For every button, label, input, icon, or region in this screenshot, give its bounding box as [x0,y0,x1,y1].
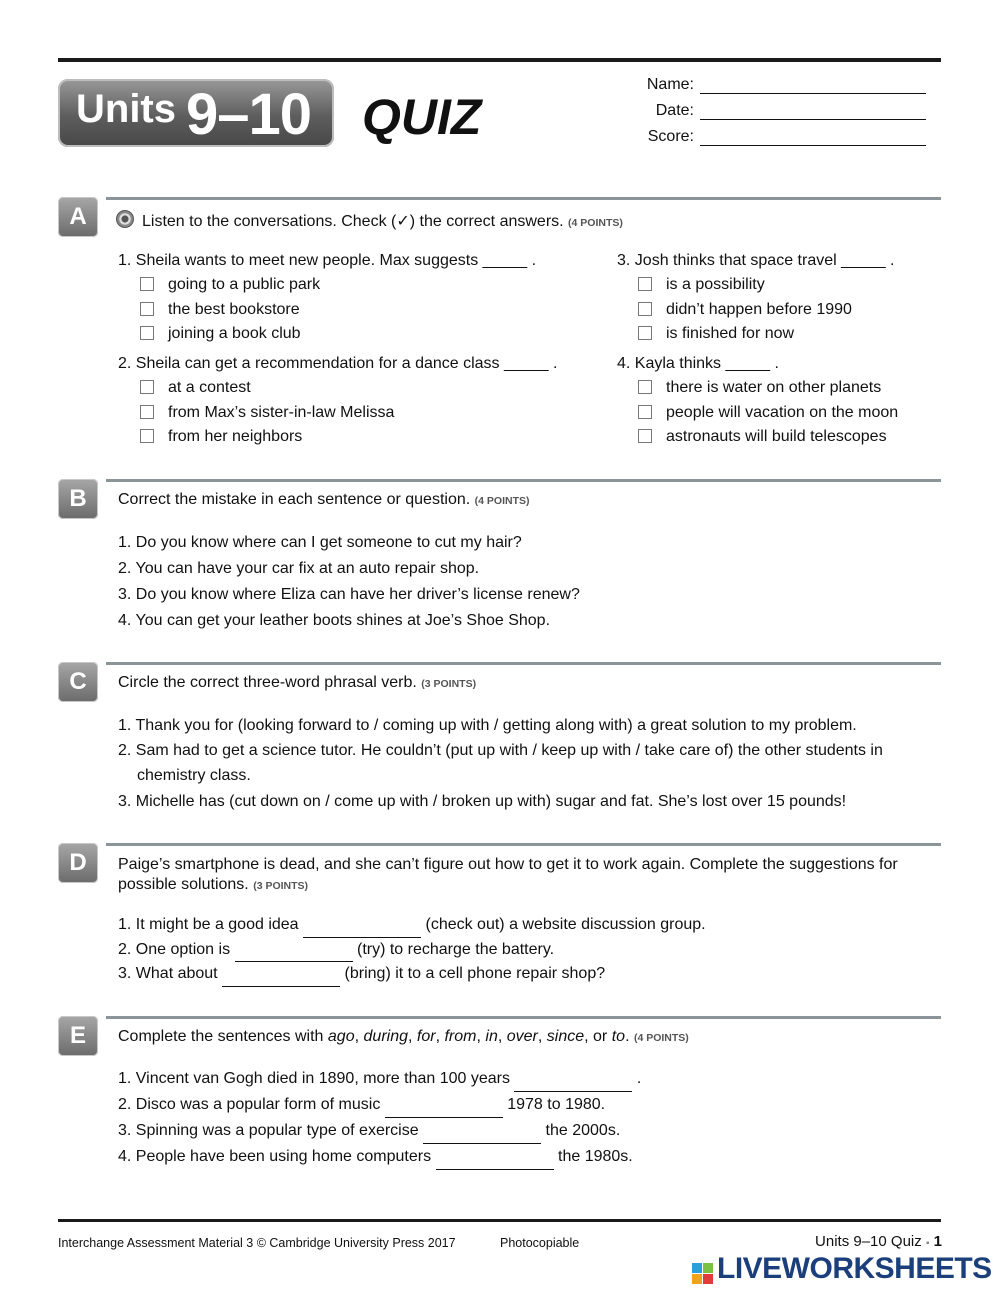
list-item: 2. Disco was a popular form of music 1978 to 1980. [118,1092,641,1118]
list-item: 3. Do you know where Eliza can have her driver’s license renew? [118,586,580,603]
answer-blank[interactable] [235,947,353,962]
date-field[interactable] [642,102,926,120]
list-item: 2. You can have your car fix at an auto repair shop. [118,560,480,577]
answer-blank[interactable] [222,972,340,987]
option-checkbox[interactable]: astronauts will build telescopes [636,425,937,450]
units-number: 9–10 [186,82,312,147]
section-d-rule [106,843,941,846]
list-item: 2. Sam had to get a science tutor. He couldn’t (put up with / keep up with / take care of) the other students in [118,742,883,759]
answer-blank[interactable] [423,1129,541,1144]
question-a3: 3. Josh thinks that space travel _____ . is a possibility didn’t happen before 1990 is finished for now [617,249,937,347]
question-a4: 4. Kayla thinks _____ . there is water on other planets people will vacation on the moon astronauts will build telescopes [617,352,937,450]
section-c-items [118,713,928,815]
option-checkbox[interactable]: from Max’s sister-in-law Melissa [138,401,588,426]
list-item: 3. Spinning was a popular type of exercise the 2000s. [118,1118,641,1144]
list-item: 3. Michelle has (cut down on / come up with / broken up with) sugar and fat. She’s lost over 15 pounds! [118,793,847,810]
section-c-rule [106,662,941,665]
section-b-rule [106,479,941,482]
section-d-points: (3 POINTS) [253,880,309,892]
list-item: 4. People have been using home computers the 1980s. [118,1144,641,1170]
score-label: Score: [647,128,694,145]
section-d-items [118,913,706,987]
list-item: 4. You can get your leather boots shines at Joe’s Shoe Shop. [118,612,551,629]
answer-blank[interactable] [514,1077,632,1092]
quiz-title: QUIZ [362,89,482,145]
section-b-badge: B [58,479,98,519]
option-checkbox[interactable]: going to a public park [138,273,588,298]
footer-photocopiable: Photocopiable [500,1236,580,1250]
section-e-badge: E [58,1016,98,1056]
section-b-items [118,530,580,634]
list-item: 3. What about (bring) it to a cell phone repair shop? [118,962,706,987]
section-a-badge: A [58,197,98,237]
top-rule [58,58,941,62]
section-e-points: (4 POINTS) [633,1032,689,1044]
option-checkbox[interactable]: from her neighbors [138,425,588,450]
page-number: 1 [933,1233,942,1250]
answer-blank[interactable] [385,1103,503,1118]
question-a1: 1. Sheila wants to meet new people. Max suggests _____ . going to a public park the best bookstore joining a book club [118,249,588,347]
section-d-instruction: Paige’s smartphone is dead, and she can’t figure out how to get it to work again. Complete the suggestions for possible solutions. (3 POINTS) [118,856,898,893]
option-checkbox[interactable]: didn’t happen before 1990 [636,298,937,323]
section-b-points: (4 POINTS) [474,495,530,507]
section-e-instruction: Complete the sentences with ago, during, for, from, in, over, since, or to. (4 POINTS) [118,1028,689,1045]
list-item: 1. It might be a good idea (check out) a website discussion group. [118,913,706,938]
answer-blank[interactable] [436,1155,554,1170]
list-item: 1. Vincent van Gogh died in 1890, more than 100 years . [118,1066,641,1092]
section-b-instruction: Correct the mistake in each sentence or question. (4 POINTS) [118,491,530,508]
watermark-text: LIVEWORKSHEETS [717,1252,992,1285]
section-e-items [118,1066,641,1170]
section-a-rule [106,197,941,200]
question-a2: 2. Sheila can get a recommendation for a dance class _____ . at a contest from Max’s sister-in-law Melissa from her neighbors [118,352,588,450]
footer-rule [58,1219,941,1222]
section-c-badge: C [58,662,98,702]
answer-blank[interactable] [303,923,421,938]
units-word: Units [76,87,176,131]
list-item: 2. One option is (try) to recharge the battery. [118,938,706,963]
list-item: 1. Do you know where can I get someone to cut my hair? [118,534,522,551]
footer-page-label: Units 9–10 Quiz ▪ 1 [815,1233,942,1250]
section-a-instruction: Listen to the conversations. Check (✓) the correct answers. (4 POINTS) [116,210,623,231]
name-label: Name: [646,76,694,93]
liveworksheets-logo-icon [692,1263,713,1284]
date-label: Date: [655,102,694,119]
list-item: 1. Thank you for (looking forward to / coming up with / getting along with) a great solution to my problem. [118,717,857,734]
option-checkbox[interactable]: joining a book club [138,322,588,347]
list-item-continuation: chemistry class. [137,767,251,784]
footer-copyright: Interchange Assessment Material 3 © Cambridge University Press 2017 [58,1236,456,1250]
section-e-rule [106,1016,941,1019]
audio-speaker-icon[interactable] [116,210,134,228]
option-checkbox[interactable]: is finished for now [636,322,937,347]
option-checkbox[interactable]: at a contest [138,376,588,401]
option-checkbox[interactable]: people will vacation on the moon [636,401,937,426]
liveworksheets-watermark [692,1252,992,1286]
name-field[interactable] [642,76,926,94]
units-banner [58,79,334,147]
section-a-points: (4 POINTS) [568,217,623,229]
section-c-instruction: Circle the correct three-word phrasal verb. (3 POINTS) [118,674,477,691]
option-checkbox[interactable]: the best bookstore [138,298,588,323]
score-field[interactable] [642,128,926,146]
section-c-points: (3 POINTS) [421,678,477,690]
section-d-badge: D [58,843,98,883]
option-checkbox[interactable]: there is water on other planets [636,376,937,401]
option-checkbox[interactable]: is a possibility [636,273,937,298]
